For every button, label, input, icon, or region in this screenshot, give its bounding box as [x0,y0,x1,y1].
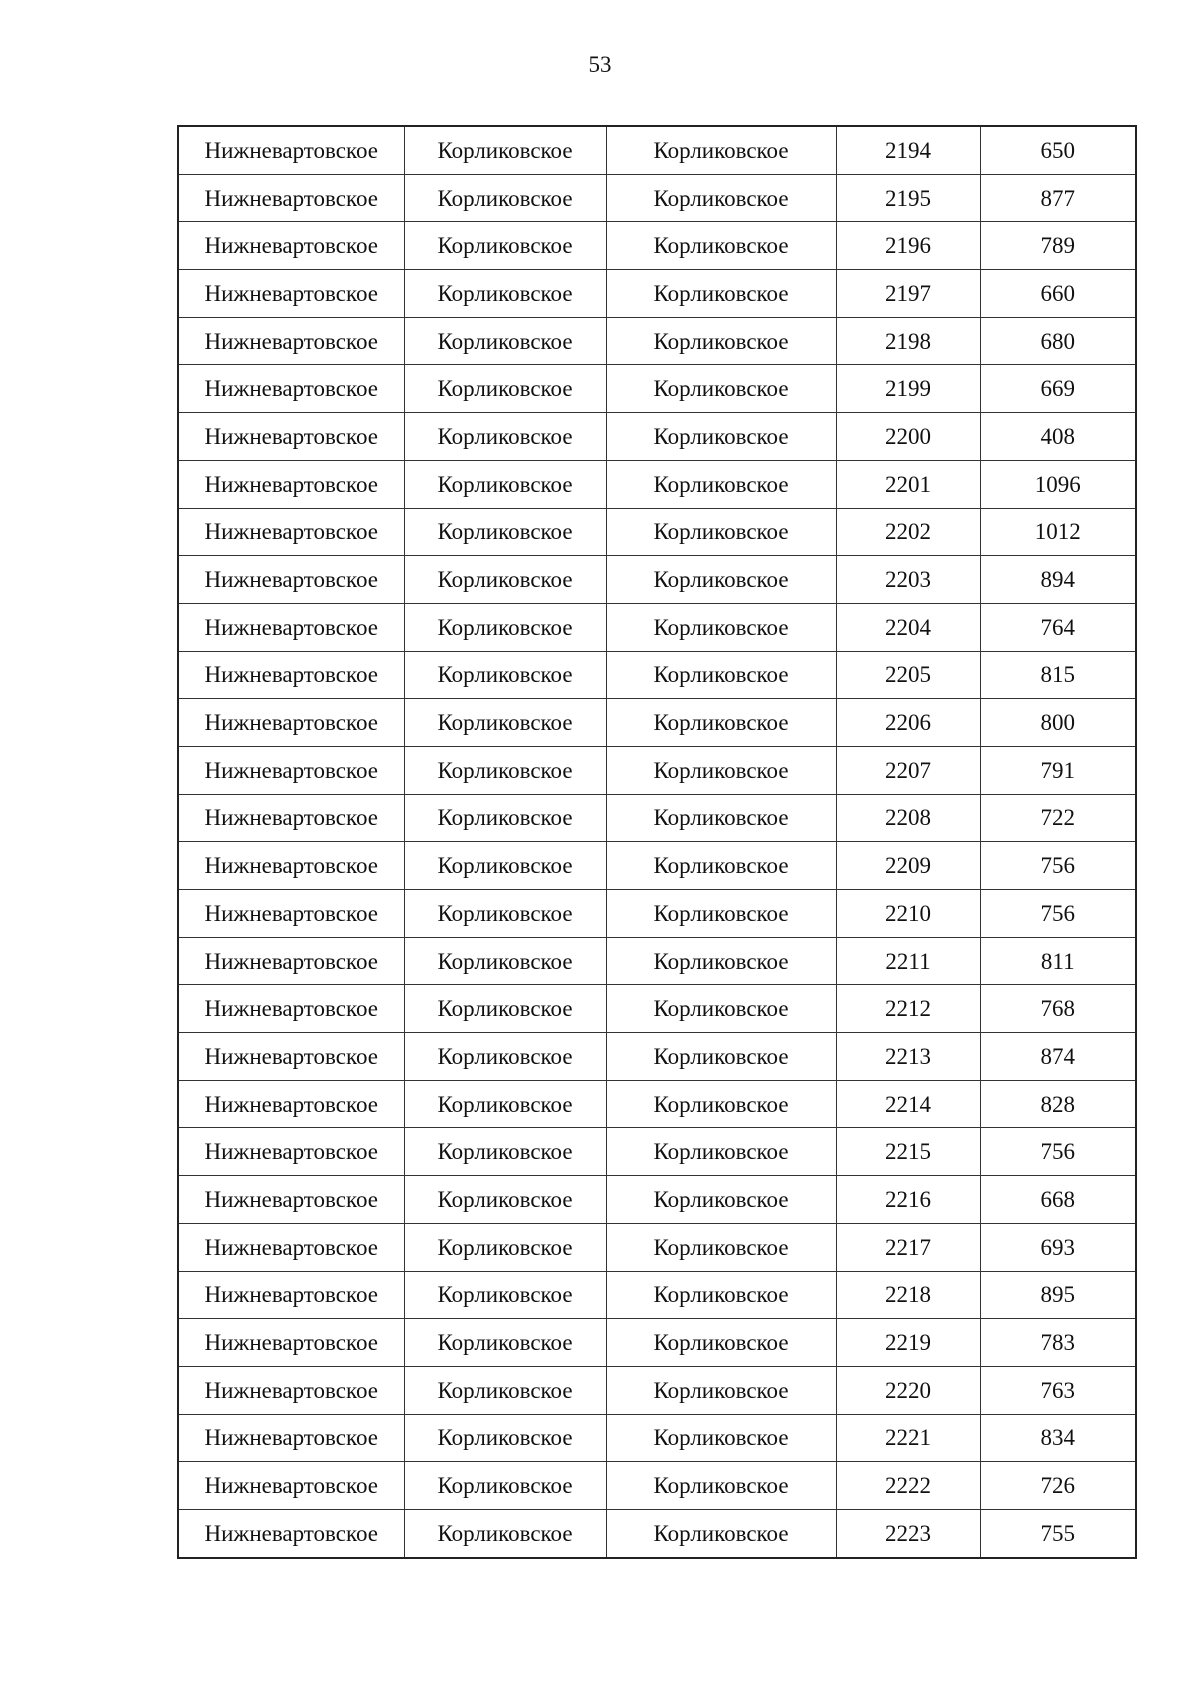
region-cell: Нижневартовское [178,1128,404,1176]
id-cell: 2198 [836,317,980,365]
value-cell: 1012 [980,508,1136,556]
id-cell: 2219 [836,1319,980,1367]
region-cell: Нижневартовское [178,794,404,842]
table-row [178,556,1136,604]
value-cell: 834 [980,1414,1136,1462]
license-area-cell: Корликовское [606,1462,836,1510]
id-cell: 2214 [836,1080,980,1128]
table-row [178,1080,1136,1128]
table-row [178,1414,1136,1462]
id-cell: 2206 [836,699,980,747]
value-cell: 783 [980,1319,1136,1367]
table-row [178,1366,1136,1414]
field-cell: Корликовское [404,1414,606,1462]
table-row [178,1033,1136,1081]
license-area-cell: Корликовское [606,460,836,508]
id-cell: 2220 [836,1366,980,1414]
region-cell: Нижневартовское [178,174,404,222]
region-cell: Нижневартовское [178,1414,404,1462]
region-cell: Нижневартовское [178,1176,404,1224]
id-cell: 2211 [836,937,980,985]
id-cell: 2210 [836,890,980,938]
id-cell: 2201 [836,460,980,508]
field-cell: Корликовское [404,365,606,413]
id-cell: 2222 [836,1462,980,1510]
field-cell: Корликовское [404,1128,606,1176]
license-area-cell: Корликовское [606,1414,836,1462]
id-cell: 2199 [836,365,980,413]
id-cell: 2195 [836,174,980,222]
value-cell: 408 [980,413,1136,461]
data-table [177,125,1137,1559]
value-cell: 763 [980,1366,1136,1414]
id-cell: 2223 [836,1509,980,1557]
license-area-cell: Корликовское [606,985,836,1033]
license-area-cell: Корликовское [606,556,836,604]
license-area-cell: Корликовское [606,651,836,699]
field-cell: Корликовское [404,270,606,318]
field-cell: Корликовское [404,508,606,556]
id-cell: 2212 [836,985,980,1033]
table-row [178,1128,1136,1176]
region-cell: Нижневартовское [178,413,404,461]
region-cell: Нижневартовское [178,651,404,699]
table-row [178,413,1136,461]
table-row [178,651,1136,699]
license-area-cell: Корликовское [606,174,836,222]
region-cell: Нижневартовское [178,1366,404,1414]
table-row [178,603,1136,651]
region-cell: Нижневартовское [178,1462,404,1510]
region-cell: Нижневартовское [178,222,404,270]
field-cell: Корликовское [404,1319,606,1367]
id-cell: 2196 [836,222,980,270]
value-cell: 894 [980,556,1136,604]
region-cell: Нижневартовское [178,1271,404,1319]
value-cell: 756 [980,842,1136,890]
region-cell: Нижневартовское [178,1080,404,1128]
region-cell: Нижневартовское [178,508,404,556]
license-area-cell: Корликовское [606,937,836,985]
license-area-cell: Корликовское [606,746,836,794]
field-cell: Корликовское [404,222,606,270]
license-area-cell: Корликовское [606,1509,836,1557]
region-cell: Нижневартовское [178,1223,404,1271]
region-cell: Нижневартовское [178,699,404,747]
id-cell: 2221 [836,1414,980,1462]
value-cell: 680 [980,317,1136,365]
license-area-cell: Корликовское [606,890,836,938]
field-cell: Корликовское [404,1462,606,1510]
value-cell: 693 [980,1223,1136,1271]
value-cell: 726 [980,1462,1136,1510]
field-cell: Корликовское [404,1271,606,1319]
id-cell: 2207 [836,746,980,794]
id-cell: 2194 [836,126,980,174]
table-row [178,126,1136,174]
id-cell: 2204 [836,603,980,651]
id-cell: 2216 [836,1176,980,1224]
license-area-cell: Корликовское [606,1366,836,1414]
license-area-cell: Корликовское [606,1223,836,1271]
license-area-cell: Корликовское [606,794,836,842]
id-cell: 2217 [836,1223,980,1271]
value-cell: 815 [980,651,1136,699]
field-cell: Корликовское [404,746,606,794]
region-cell: Нижневартовское [178,1033,404,1081]
table-row [178,890,1136,938]
license-area-cell: Корликовское [606,603,836,651]
region-cell: Нижневартовское [178,270,404,318]
value-cell: 811 [980,937,1136,985]
license-area-cell: Корликовское [606,1080,836,1128]
field-cell: Корликовское [404,651,606,699]
id-cell: 2197 [836,270,980,318]
license-area-cell: Корликовское [606,413,836,461]
table-row [178,937,1136,985]
table-row [178,174,1136,222]
table-row [178,1176,1136,1224]
license-area-cell: Корликовское [606,842,836,890]
value-cell: 874 [980,1033,1136,1081]
license-area-cell: Корликовское [606,126,836,174]
page-number: 53 [588,52,612,77]
id-cell: 2215 [836,1128,980,1176]
table-body [178,126,1136,1558]
id-cell: 2213 [836,1033,980,1081]
field-cell: Корликовское [404,985,606,1033]
value-cell: 660 [980,270,1136,318]
value-cell: 828 [980,1080,1136,1128]
id-cell: 2209 [836,842,980,890]
license-area-cell: Корликовское [606,1128,836,1176]
region-cell: Нижневартовское [178,556,404,604]
id-cell: 2205 [836,651,980,699]
region-cell: Нижневартовское [178,1319,404,1367]
id-cell: 2200 [836,413,980,461]
region-cell: Нижневартовское [178,890,404,938]
field-cell: Корликовское [404,699,606,747]
table-row [178,508,1136,556]
field-cell: Корликовское [404,460,606,508]
table-row [178,794,1136,842]
region-cell: Нижневартовское [178,746,404,794]
id-cell: 2202 [836,508,980,556]
value-cell: 1096 [980,460,1136,508]
region-cell: Нижневартовское [178,937,404,985]
value-cell: 756 [980,1128,1136,1176]
value-cell: 722 [980,794,1136,842]
field-cell: Корликовское [404,1080,606,1128]
table-row [178,222,1136,270]
value-cell: 756 [980,890,1136,938]
table-row [178,1462,1136,1510]
field-cell: Корликовское [404,556,606,604]
field-cell: Корликовское [404,174,606,222]
license-area-cell: Корликовское [606,365,836,413]
id-cell: 2203 [836,556,980,604]
table-row [178,699,1136,747]
value-cell: 668 [980,1176,1136,1224]
field-cell: Корликовское [404,317,606,365]
table-row [178,270,1136,318]
value-cell: 764 [980,603,1136,651]
license-area-cell: Корликовское [606,699,836,747]
table-row [178,746,1136,794]
value-cell: 789 [980,222,1136,270]
field-cell: Корликовское [404,1509,606,1557]
field-cell: Корликовское [404,1366,606,1414]
table-row [178,1319,1136,1367]
license-area-cell: Корликовское [606,1271,836,1319]
id-cell: 2208 [836,794,980,842]
region-cell: Нижневартовское [178,126,404,174]
field-cell: Корликовское [404,842,606,890]
license-area-cell: Корликовское [606,1176,836,1224]
field-cell: Корликовское [404,937,606,985]
value-cell: 895 [980,1271,1136,1319]
field-cell: Корликовское [404,413,606,461]
table-row [178,460,1136,508]
field-cell: Корликовское [404,1223,606,1271]
table-row [178,985,1136,1033]
region-cell: Нижневартовское [178,603,404,651]
table-row [178,1271,1136,1319]
table-row [178,365,1136,413]
value-cell: 768 [980,985,1136,1033]
field-cell: Корликовское [404,794,606,842]
license-area-cell: Корликовское [606,508,836,556]
region-cell: Нижневартовское [178,985,404,1033]
value-cell: 755 [980,1509,1136,1557]
field-cell: Корликовское [404,126,606,174]
license-area-cell: Корликовское [606,317,836,365]
table-row [178,842,1136,890]
value-cell: 669 [980,365,1136,413]
value-cell: 791 [980,746,1136,794]
table-row [178,1509,1136,1557]
id-cell: 2218 [836,1271,980,1319]
license-area-cell: Корликовское [606,1033,836,1081]
value-cell: 800 [980,699,1136,747]
field-cell: Корликовское [404,1033,606,1081]
value-cell: 877 [980,174,1136,222]
field-cell: Корликовское [404,890,606,938]
region-cell: Нижневартовское [178,842,404,890]
field-cell: Корликовское [404,1176,606,1224]
region-cell: Нижневартовское [178,1509,404,1557]
license-area-cell: Корликовское [606,270,836,318]
table-row [178,317,1136,365]
region-cell: Нижневартовское [178,317,404,365]
license-area-cell: Корликовское [606,222,836,270]
region-cell: Нижневартовское [178,460,404,508]
region-cell: Нижневартовское [178,365,404,413]
table-row [178,1223,1136,1271]
license-area-cell: Корликовское [606,1319,836,1367]
value-cell: 650 [980,126,1136,174]
field-cell: Корликовское [404,603,606,651]
